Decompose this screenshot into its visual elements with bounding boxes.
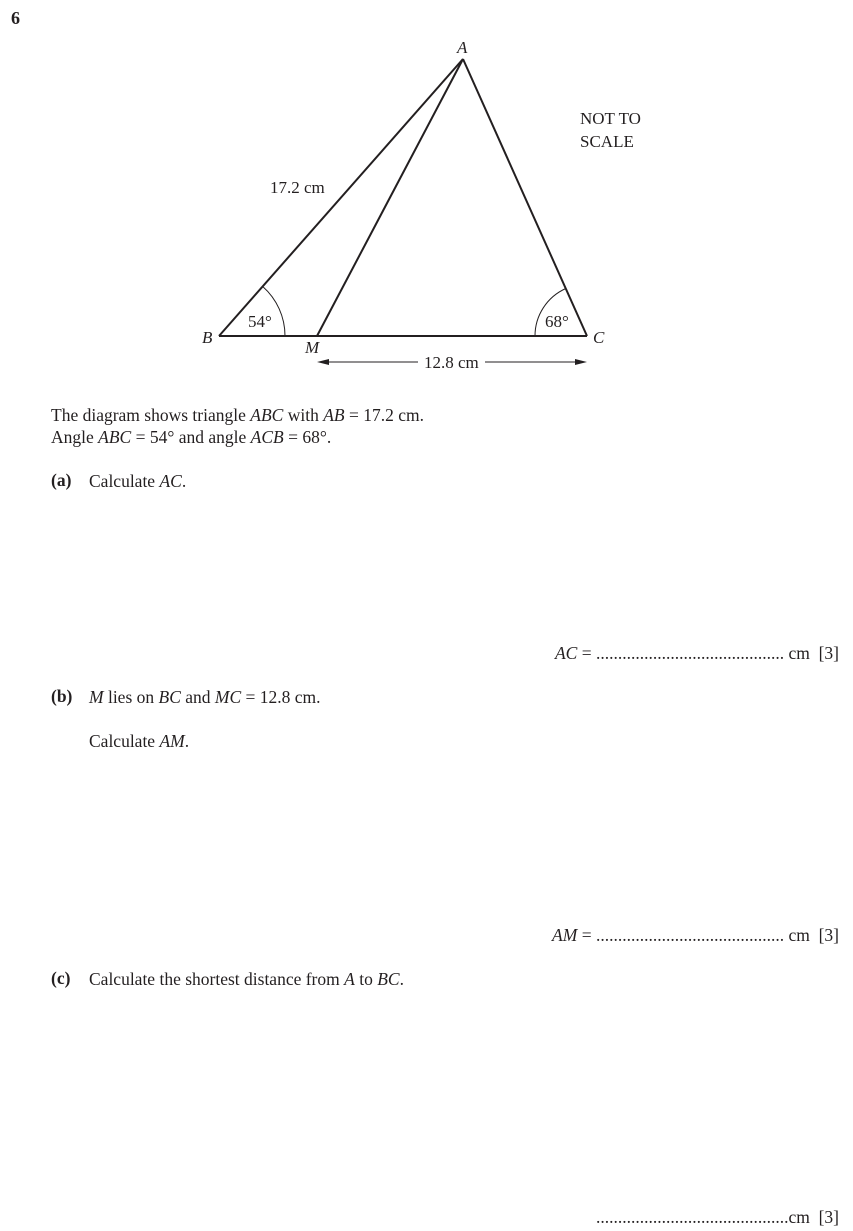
part-c-marks: [3] xyxy=(818,1207,839,1227)
part-c-answer-line[interactable]: ............................................cm [3] xyxy=(595,1207,839,1227)
part-b-answer-line[interactable]: AM = ........................................... cm [3] xyxy=(552,925,839,945)
not-to-scale-line2: SCALE xyxy=(580,132,634,151)
angle-C-label: 68° xyxy=(545,312,569,331)
part-a-answer-dots[interactable]: ........................................... xyxy=(595,643,785,663)
triangle-diagram xyxy=(0,0,853,400)
side-AB xyxy=(219,59,463,336)
part-a-label: (a) xyxy=(51,470,72,490)
part-b-question: Calculate AM. xyxy=(89,731,190,751)
side-AB-length-label: 17.2 cm xyxy=(270,178,325,197)
part-c-question: Calculate the shortest distance from A to BC. xyxy=(89,969,404,989)
part-b-statement: M lies on BC and MC = 12.8 cm. xyxy=(89,687,321,707)
part-c-label: (c) xyxy=(51,968,71,988)
part-a-question: Calculate AC. xyxy=(89,471,187,491)
vertex-B-label: B xyxy=(202,328,213,347)
part-a-answer-line[interactable]: AC = ........................................... cm [3] xyxy=(554,643,839,663)
not-to-scale-line1: NOT TO xyxy=(580,109,641,128)
point-M-label: M xyxy=(305,338,320,357)
part-c-answer-dots[interactable]: ............................................ xyxy=(595,1207,789,1227)
vertex-C-label: C xyxy=(593,328,605,347)
arrowhead-left xyxy=(317,359,329,365)
side-AC xyxy=(463,59,587,336)
vertex-A-label: A xyxy=(457,38,468,57)
part-b-marks: [3] xyxy=(818,925,839,945)
angle-B-label: 54° xyxy=(248,312,272,331)
question-number: 6 xyxy=(11,8,20,28)
segment-AM xyxy=(317,59,463,336)
MC-length-label: 12.8 cm xyxy=(424,353,479,372)
part-b-label: (b) xyxy=(51,686,73,706)
part-a-marks: [3] xyxy=(818,643,839,663)
arrowhead-right xyxy=(575,359,587,365)
intro-line-1: The diagram shows triangle ABC with AB = 17.2 cm. xyxy=(51,405,424,425)
intro-line-2: Angle ABC = 54° and angle ACB = 68°. xyxy=(51,427,332,447)
part-b-answer-dots[interactable]: ........................................... xyxy=(595,925,785,945)
